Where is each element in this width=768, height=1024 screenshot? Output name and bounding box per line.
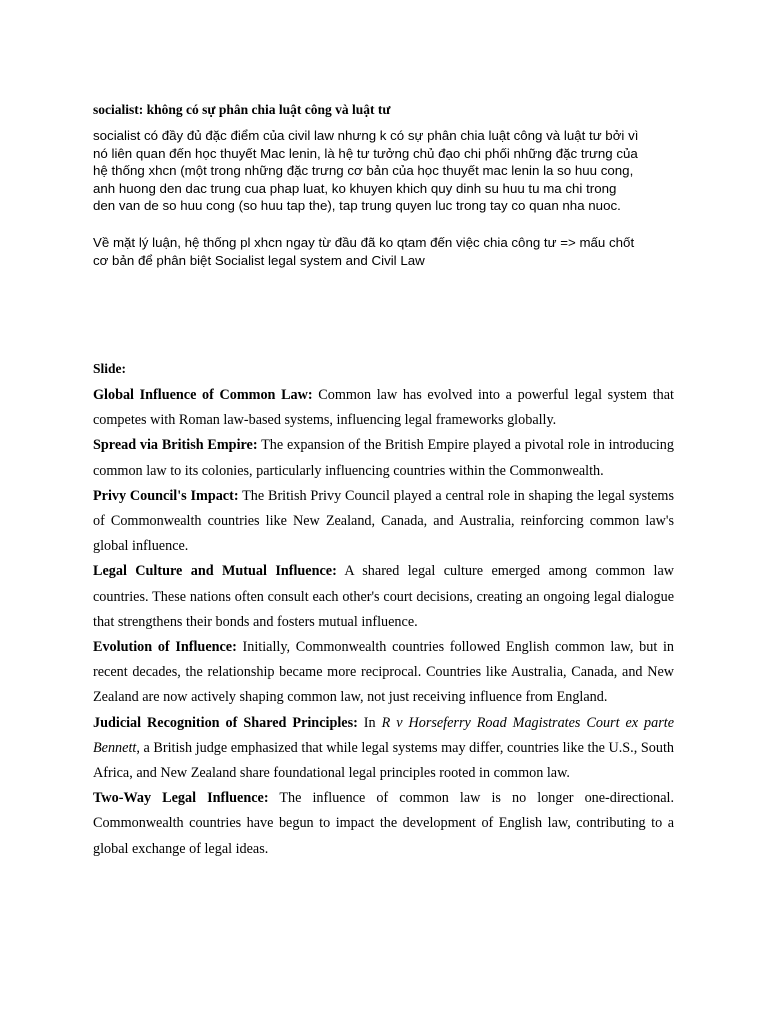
slide-point-british-empire bbox=[93, 433, 674, 483]
slide-point-privy-council bbox=[93, 484, 674, 560]
slide-point-judicial-recognition bbox=[93, 711, 674, 787]
slide-point-text: The influence of common law is no longer one-directional. Commonwealth countries have begun to impact the development of English law, contributing to a global exchange of legal ideas. bbox=[93, 790, 674, 857]
section-heading: socialist: không có sự phân chia luật công và luật tư bbox=[93, 102, 391, 117]
slide-point-text: The British Privy Council played a central role in shaping the legal systems of Commonwealth countries like New Zealand, Canada, and Australia, reinforcing common law's global influence. bbox=[93, 487, 674, 555]
slide-point-title: Global Influence of Common Law: bbox=[93, 387, 313, 403]
note-paragraph-2 bbox=[93, 234, 674, 269]
slide-point-text: , a British judge emphasized that while legal systems may differ, countries like the U.S., South Africa, and New Zealand share foundational legal principles rooted in common law. bbox=[93, 739, 674, 782]
slide-point-text: The expansion of the British Empire played a pivotal role in introducing common law to its colonies, particularly influencing countries within the Commonwealth. bbox=[93, 437, 674, 479]
note-line: Về mặt lý luận, hệ thống pl xhcn ngay từ đầu đã ko qtam đến việc chia công tư => mấu chốt bbox=[93, 235, 635, 250]
note-line: hệ thống xhcn (một trong những đặc trưng cơ bản của học thuyết mac lenin la so huu cong, bbox=[93, 163, 634, 178]
note-line: socialist có đầy đủ đặc điểm của civil law nhưng k có sự phân chia luật công và luật tư bởi vì bbox=[93, 128, 639, 143]
slide-point-two-way bbox=[93, 786, 674, 862]
slide-points bbox=[93, 383, 674, 862]
slide-point-global-influence bbox=[93, 383, 674, 433]
slide-point-title: Legal Culture and Mutual Influence: bbox=[93, 563, 337, 580]
slide-point-title: Spread via British Empire: bbox=[93, 437, 258, 454]
note-line: anh huong den dac trung cua phap luat, ko khuyen khich quy dinh su huu tu ma chi trong bbox=[93, 180, 617, 196]
slide-point-text: Common law has evolved into a powerful legal system that competes with Roman law-based systems, influencing legal frameworks globally. bbox=[93, 387, 674, 429]
slide-point-evolution bbox=[93, 635, 674, 711]
slide-point-text: A shared legal culture emerged among common law countries. These nations often consult each other's court decisions, creating an ongoing legal dialogue that strengthens their bonds and fosters mutual influence. bbox=[93, 563, 675, 630]
slide-point-title: Two-Way Legal Influence: bbox=[93, 790, 269, 807]
case-name: R v Horseferry Road Magistrates Court ex parte Bennett bbox=[93, 714, 675, 756]
slide-point-title: Privy Council's Impact: bbox=[93, 487, 239, 504]
note-line: nó liên quan đến học thuyết Mac lenin, là hệ tư tưởng chủ đạo chi phối những đặc trưng của bbox=[93, 145, 638, 161]
slide-label: Slide: bbox=[93, 361, 127, 376]
slide-point-legal-culture bbox=[93, 559, 674, 635]
slide-point-text: Initially, Commonwealth countries followed English common law, but in recent decades, the relationship became more reciprocal. Countries like Australia, Canada, and New Zealand are now actively shaping common law, not just receiving influence from England. bbox=[93, 639, 674, 706]
slide-point-title: Evolution of Influence: bbox=[93, 639, 237, 656]
slide-point-text-intro: In bbox=[357, 714, 382, 731]
slide-point-title: Judicial Recognition of Shared Principles: bbox=[93, 714, 358, 731]
note-paragraph-1 bbox=[93, 127, 674, 215]
note-line: cơ bản để phân biệt Socialist legal system and Civil Law bbox=[93, 252, 425, 268]
note-line: den van de so huu cong (so huu tap the), tap trung quyen luc trong tay co quan nha nuoc. bbox=[93, 198, 621, 213]
